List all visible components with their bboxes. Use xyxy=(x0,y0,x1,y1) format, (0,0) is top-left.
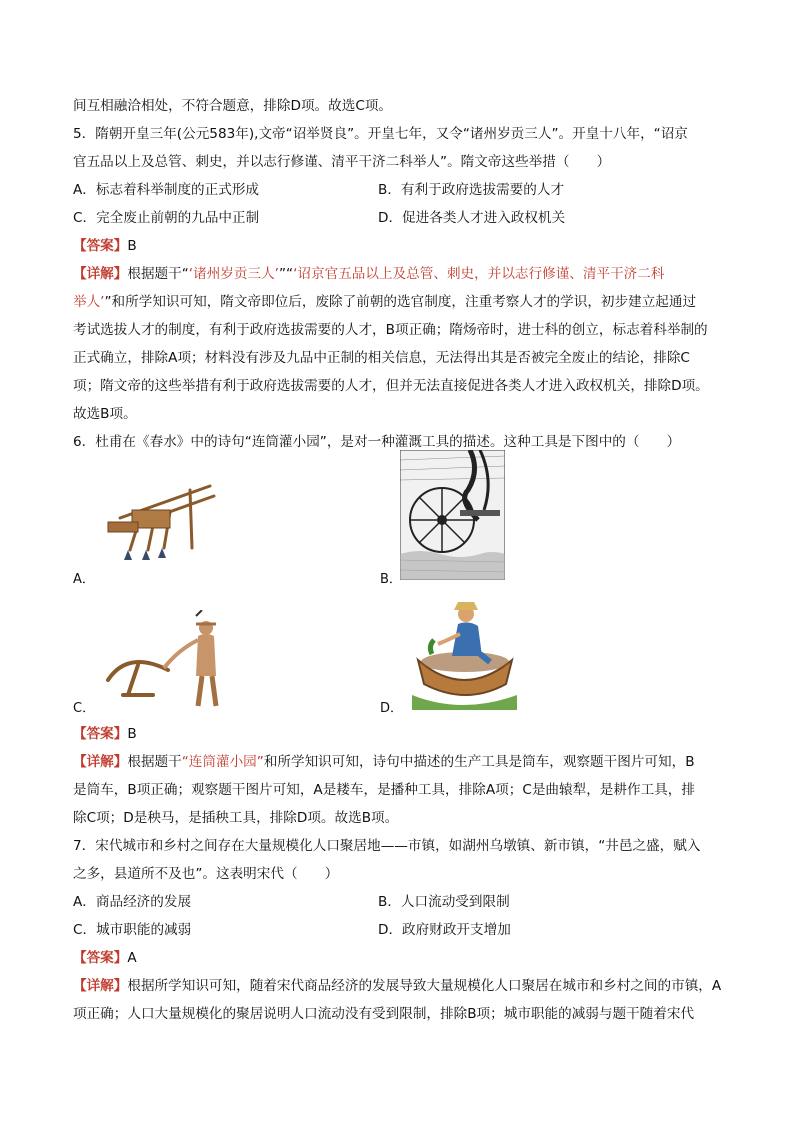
detail-text: ”和所学知识可知，隋文帝即位后，废除了前朝的选官制度，注重考察人才的学识，初步建立起通过 xyxy=(104,294,697,310)
q6-label-b: B． xyxy=(380,572,402,587)
detail-tag: 【详解】 xyxy=(73,266,128,282)
answer-value: B xyxy=(127,726,137,742)
q5-stem-line2: 官五品以上及总管、刺史，并以志行修谨、清平干济二科举人”。隋文帝这些举措（ ） xyxy=(73,154,611,170)
q7-detail-line1 xyxy=(73,976,733,996)
q5-detail-line4: 正式确立，排除A项；材料没有涉及九品中正制的相关信息，无法得出其是否被完全废止的结论，排除C xyxy=(73,350,690,366)
detail-tag: 【详解】 xyxy=(73,978,128,994)
q7-detail-line2: 项正确；人口大量规模化的聚居说明人口流动没有受到限制，排除B项；城市职能的减弱与题干随着宋代 xyxy=(73,1006,695,1022)
answer-value: A xyxy=(127,950,137,966)
quote-text: 举人’ xyxy=(73,294,105,310)
q5-detail-line3: 考试选拔人才的制度，有利于政府选拔需要的人才，B项正确；隋炀帝时，进士科的创立，标志着科举制的 xyxy=(73,322,708,338)
quote-text: ‘诸州岁贡三人’ xyxy=(188,266,280,282)
q5-option-b: B．有利于政府选拔需要的人才 xyxy=(378,182,565,198)
detail-text: 根据题干 xyxy=(127,754,182,770)
continued-text: 间互相融洽相处，不符合题意，排除D项。故选C项。 xyxy=(73,98,393,114)
q6-label-a: A． xyxy=(73,572,95,587)
q5-detail-line6: 故选B项。 xyxy=(73,406,137,422)
seed-drill-image xyxy=(100,478,220,568)
q7-option-b: B．人口流动受到限制 xyxy=(378,894,510,910)
detail-text: 根据所学知识可知，随着宋代商品经济的发展导致大量规模化人口聚居在城市和乡村之间的市镇，A xyxy=(127,978,722,994)
q6-label-c: C． xyxy=(73,701,96,716)
quote-text: ‘诏京官五品以上及总管、刺史，并以志行修谨、清平干济二科 xyxy=(293,266,665,282)
detail-tag: 【详解】 xyxy=(73,754,128,770)
q7-option-a: A．商品经济的发展 xyxy=(73,894,192,910)
answer-tag: 【答案】 xyxy=(73,950,128,966)
detail-text: 根据题干“ xyxy=(127,266,189,282)
q6-answer xyxy=(73,724,733,744)
answer-tag: 【答案】 xyxy=(73,726,128,742)
q5-detail-line1 xyxy=(73,264,733,284)
q5-option-d: D．促进各类人才进入政权机关 xyxy=(378,210,566,226)
q6-label-d: D． xyxy=(380,701,404,716)
q7-stem-line1: 7．宋代城市和乡村之间存在大量规模化人口聚居地——市镇，如湖州乌墩镇、新市镇，“井邑之盛，赋入 xyxy=(73,838,701,854)
q5-option-a: A．标志着科举制度的正式形成 xyxy=(73,182,260,198)
q7-option-d: D．政府财政开支增加 xyxy=(378,922,511,938)
q5-stem-line1: 5．隋朝开皇三年(公元583年),文帝“诏举贤良”。开皇七年，又令“诸州岁贡三人”。开皇十八年，“诏京 xyxy=(73,126,688,142)
q5-answer xyxy=(73,236,733,256)
q7-stem-line2: 之多，县道所不及也”。这表明宋代（ ） xyxy=(73,866,339,882)
q6-detail-line3: 除C项；D是秧马，是插秧工具，排除D项。故选B项。 xyxy=(73,810,399,826)
q7-answer xyxy=(73,948,733,968)
q5-detail-line2 xyxy=(73,292,733,312)
detail-text: ”“ xyxy=(279,266,294,282)
q6-stem: 6．杜甫在《春水》中的诗句“连筒灌小园”，是对一种灌溉工具的描述。这种工具是下图中的（ ） xyxy=(73,434,681,450)
answer-tag: 【答案】 xyxy=(73,238,128,254)
answer-value: B xyxy=(127,238,137,254)
curved-plough-image xyxy=(98,610,228,710)
detail-text: 和所学知识可知，诗句中描述的生产工具是筒车，观察题干图片可知，B xyxy=(263,754,695,770)
q5-detail-line5: 项；隋文帝的这些举措有利于政府选拔需要的人才，但并无法直接促进各类人才进入政权机关，排除D项。 xyxy=(73,378,709,394)
water-wheel-image xyxy=(400,450,505,580)
q6-detail-line1 xyxy=(73,752,733,772)
seedling-horse-image xyxy=(412,600,517,710)
q7-option-c: C．城市职能的减弱 xyxy=(73,922,192,938)
quote-text: “连筒灌小园” xyxy=(181,754,264,770)
q6-detail-line2: 是筒车，B项正确；观察题干图片可知，A是耧车，是播种工具，排除A项；C是曲辕犁，是耕作工具，排 xyxy=(73,782,695,798)
q5-option-c: C．完全废止前朝的九品中正制 xyxy=(73,210,260,226)
